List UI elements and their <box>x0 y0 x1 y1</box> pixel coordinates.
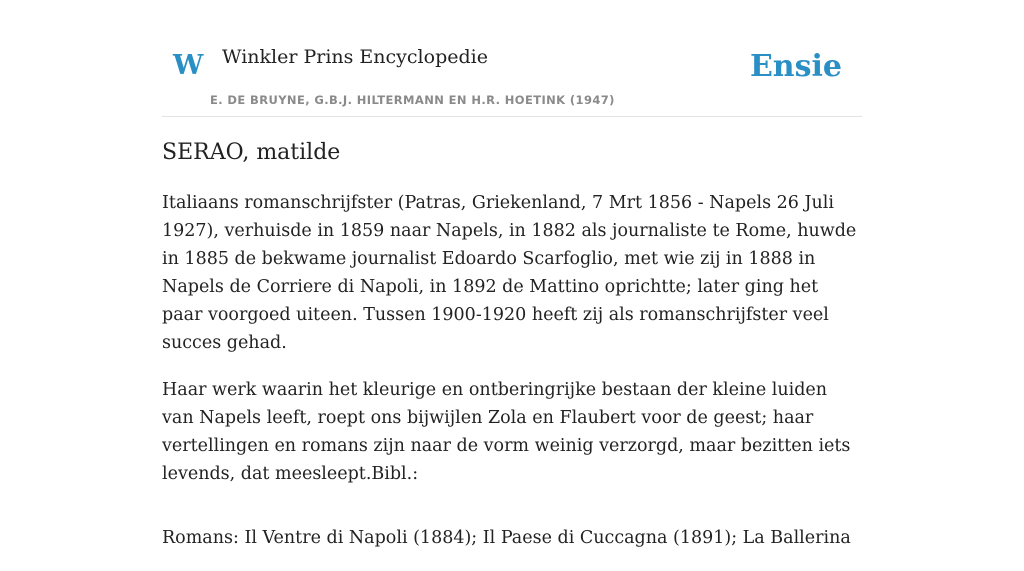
site-header <box>162 0 862 117</box>
article-title: SERAO, matilde <box>162 140 341 165</box>
winkler-prins-logo[interactable]: W <box>173 50 204 81</box>
article-paragraph: Italiaans romanschrijfster (Patras, Griekenland, 7 Mrt 1856 - Napels 26 Juli 1927), verhuisde in 1859 naar Napels, in 1882 als journaliste te Rome, huwde in 1885 de bekwame journalist Edoardo Scarfoglio, met wie zij in 1888 in Napels de Corriere di Napoli, in 1892 de Mattino oprichtte; later ging het paar voorgoed uiteen. Tussen 1900-1920 heeft zij als romanschrijfster veel succes gehad. <box>162 192 857 353</box>
encyclopedia-title[interactable]: Winkler Prins Encyclopedie <box>222 46 488 68</box>
article-paragraph: Romans: Il Ventre di Napoli (1884); Il Paese di Cuccagna (1891); La Ballerina <box>162 527 851 548</box>
encyclopedia-authors: E. DE BRUYNE, G.B.J. HILTERMANN EN H.R. HOETINK (1947) <box>210 93 615 107</box>
article <box>162 138 862 571</box>
article-paragraph: Haar werk waarin het kleurige en ontberingrijke bestaan der kleine luiden van Napels leeft, roept ons bijwijlen Zola en Flaubert voor de geest; haar vertellingen en romans zijn naar de vorm weinig verzorgd, maar bezitten iets levends, dat meesleept.Bibl.: <box>162 379 851 484</box>
ensie-logo[interactable]: Ensie <box>749 49 842 84</box>
